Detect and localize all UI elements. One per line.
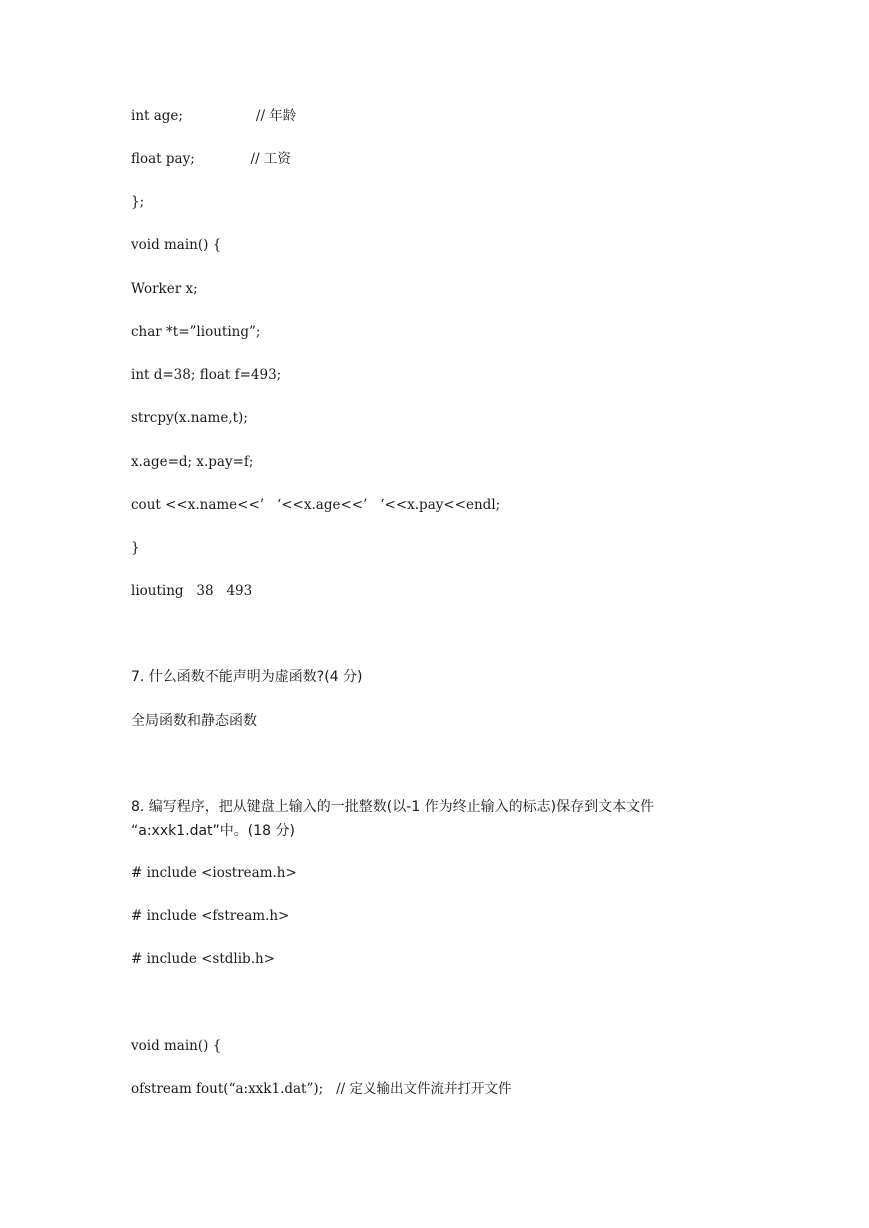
code-line-assign: x.age=d; x.pay=f;	[131, 454, 254, 470]
answer-7: 全局函数和静态函数	[131, 713, 257, 729]
question-8-line-2: “a:xxk1.dat”中。(18 分)	[131, 823, 295, 839]
code-line-int-float-decl: int d=38; float f=493;	[131, 367, 282, 383]
code-line-struct-end: };	[131, 194, 145, 210]
include-stdlib: # include <stdlib.h>	[131, 951, 275, 967]
code-line-strcpy: strcpy(x.name,t);	[131, 410, 248, 426]
code-line-main-end: }	[131, 540, 140, 556]
code-line-char-ptr: char *t=”liouting”;	[131, 324, 261, 340]
code-line-float-pay: float pay; // 工资	[131, 151, 291, 167]
code-line-worker-decl: Worker x;	[131, 281, 198, 297]
include-iostream: # include <iostream.h>	[131, 865, 297, 881]
code-line-main-start-2: void main() {	[131, 1038, 222, 1054]
include-fstream: # include <fstream.h>	[131, 908, 290, 924]
code-line-ofstream: ofstream fout(“a:xxk1.dat”); // 定义输出文件流并打开文件	[131, 1081, 512, 1097]
question-8-line-1: 8. 编写程序，把从键盘上输入的一批整数(以-1 作为终止输入的标志)保存到文本文件	[131, 799, 655, 815]
code-line-cout: cout <<x.name<<’ ‘<<x.age<<’ ‘<<x.pay<<endl;	[131, 497, 501, 513]
output-line: liouting 38 493	[131, 583, 253, 599]
question-7: 7. 什么函数不能声明为虚函数?(4 分)	[131, 669, 363, 685]
code-line-main-start: void main() {	[131, 237, 222, 253]
code-line-int-age: int age; // 年龄	[131, 108, 297, 124]
